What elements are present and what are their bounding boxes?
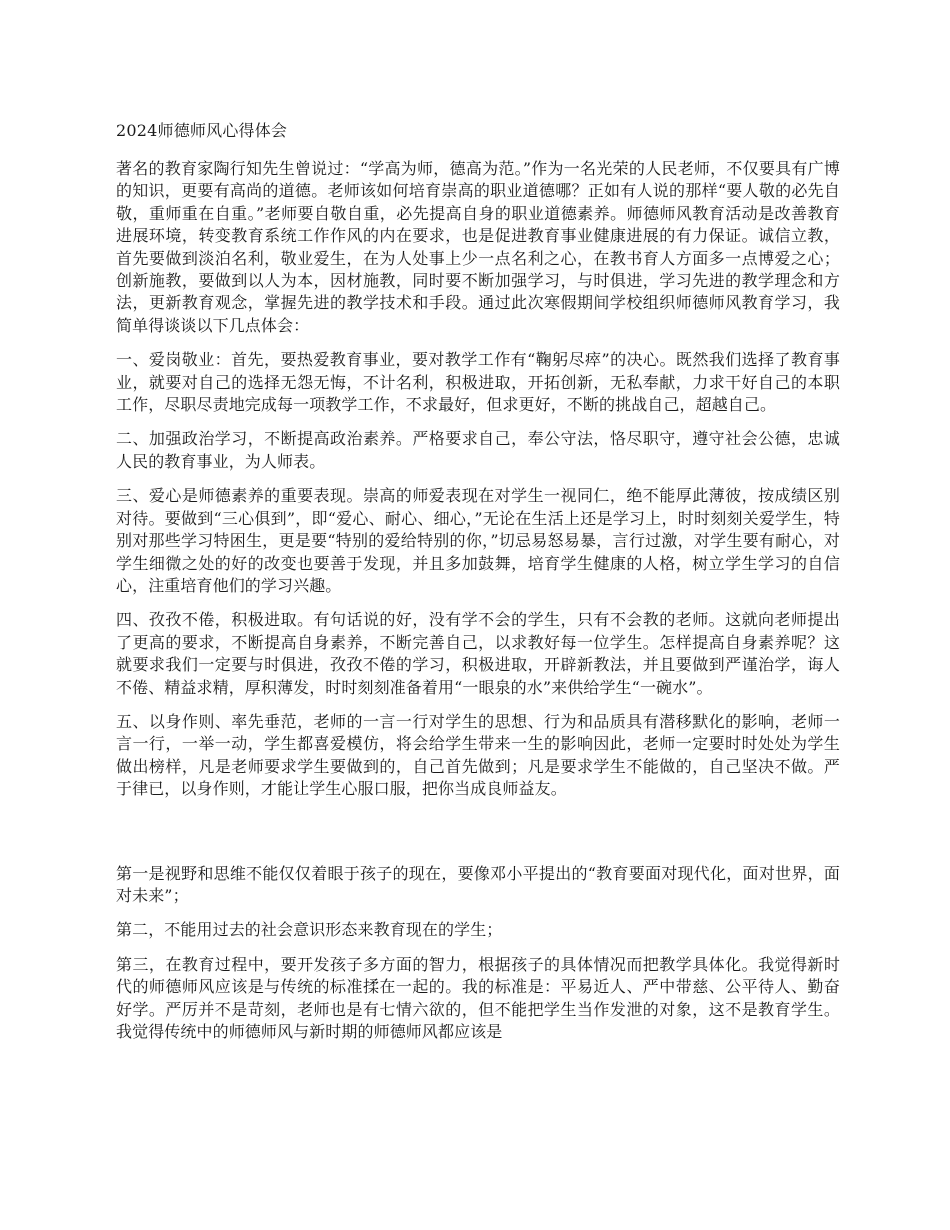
paragraph-second: 第二，不能用过去的社会意识形态来教育现在的学生； bbox=[116, 920, 503, 940]
paragraph-point-2: 二、加强政治学习，不断提高政治素养。严格要求自己，奉公守法，恪尽职守，遵守社会公德，忠诚人民的教育事业，为人师表。 bbox=[116, 429, 840, 471]
paragraph-point-1: 一、爱岗敬业：首先，要热爱教育事业，要对教学工作有“鞠躬尽瘁”的决心。既然我们选择了教育事业，就要对自己的选择无怨无悔，不计名利，积极进取，开拓创新，无私奉献，力求干好自己的本职工作，尽职尽责地完成每一项教学工作，不求最好，但求更好，不断的挑战自己，超越自己。 bbox=[116, 350, 840, 415]
section-break bbox=[116, 813, 840, 863]
paragraph-point-5: 五、以身作则、率先垂范，老师的一言一行对学生的思想、行为和品质具有潜移默化的影响，老师一言一行，一举一动，学生都喜爱模仿，将会给学生带来一生的影响因此，老师一定要时时处处为学生做出榜样，凡是老师要求学生要做到的，自己首先做到；凡是要求学生不能做的，自己坚决不做。严于律已，以身作则，才能让学生心服口服，把你当成良师益友。 bbox=[116, 711, 840, 799]
paragraph-point-3: 三、爱心是师德素养的重要表现。崇高的师爱表现在对学生一视同仁，绝不能厚此薄彼，按成绩区别对待。要做到“三心俱到”，即“爱心、耐心、细心，”无论在生活上还是学习上，时时刻刻关爱学生，特别对那些学习特困生，更是要“特别的爱给特别的你，”切忌易怒易暴，言行过激，对学生要有耐心，对学生细微之处的好的改变也要善于发现，并且多加鼓舞，培育学生健康的人格，树立学生学习的自信心，注重培育他们的学习兴趣。 bbox=[116, 486, 840, 595]
paragraph-point-4: 四、孜孜不倦，积极进取。有句话说的好，没有学不会的学生，只有不会教的老师。这就向老师提出了更高的要求，不断提高自身素养，不断完善自己，以求教好每一位学生。怎样提高自身素养呢？这就要求我们一定要与时俱进，孜孜不倦的学习，积极进取，开辟新教法，并且要做到严谨治学，诲人不倦、精益求精，厚积薄发，时时刻刻准备着用“一眼泉的水”来供给学生“一碗水”。 bbox=[116, 610, 840, 697]
paragraph-third: 第三，在教育过程中，要开发孩子多方面的智力，根据孩子的具体情况而把教学具体化。我觉得新时代的师德师风应该是与传统的标准揉在一起的。我的标准是：平易近人、严中带慈、公平待人、勤奋好学。严厉并不是苛刻，老师也是有七情六欲的，但不能把学生当作发泄的对象，这不是教育学生。我觉得传统中的师德师风与新时期的师德师风都应该是 bbox=[116, 954, 840, 1041]
paragraph-first: 第一是视野和思维不能仅仅着眼于孩子的现在，要像邓小平提出的“教育要面对现代化，面对世界，面对未来”； bbox=[116, 863, 840, 905]
paragraph-intro: 著名的教育家陶行知先生曾说过：“学高为师，德高为范。”作为一名光荣的人民老师，不仅要具有广博的知识，更要有高尚的道德。老师该如何培育崇高的职业道德哪？正如有人说的那样“要人敬的必先自敬，重师重在自重。”老师要自敬自重，必先提高自身的职业道德素养。师德师风教育活动是改善教育进展环境，转变教育系统工作作风的内在要求，也是促进教育事业健康进展的有力保证。诚信立教，首先要做到淡泊名利，敬业爱生，在为人处事上少一点名利之心，在教书育人方面多一点博爱之心；创新施教，要做到以人为本，因材施教，同时要不断加强学习，与时俱进，学习先进的教学理念和方法，更新教育观念，掌握先进的教学技术和手段。通过此次寒假期间学校组织师德师风教育学习，我简单得谈谈以下几点体会： bbox=[116, 159, 840, 335]
document-title: 2024师德师风心得体会 bbox=[116, 121, 288, 140]
document-page bbox=[116, 120, 840, 1055]
